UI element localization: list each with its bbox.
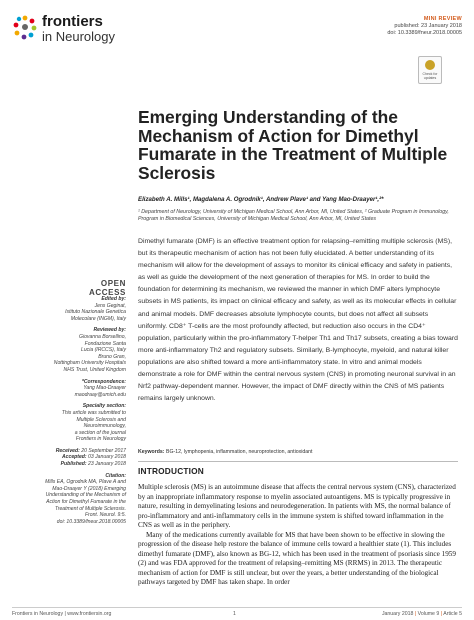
updates-icon [425, 60, 435, 70]
article-title: Emerging Understanding of the Mechanism of Action for Dimethyl Fumarate in the Treatment of Multiple Sclerosis [138, 107, 448, 183]
frontiers-logo-icon [12, 14, 38, 40]
footer-volume: Volume 9 [417, 611, 440, 617]
reviewer-line: Fondazione Santa [84, 340, 126, 347]
brand-name: frontiers [42, 13, 103, 30]
keywords-list: BG-12, lymphopenia, inflammation, neuroprotection, antioxidant [165, 449, 313, 455]
specialty-section-label: Specialty section: [82, 403, 126, 410]
reviewer-line: NHS Trust, United Kingdom [63, 366, 126, 373]
specialty-line: Frontiers in Neurology [75, 436, 126, 443]
editor-line: Istituto Nazionale Genetica [65, 309, 126, 316]
page-number: 1 [233, 611, 236, 617]
reviewer-line: Giovanna Borsellino, [78, 333, 126, 340]
section-heading: INTRODUCTION [138, 466, 205, 476]
footer-article: Article 5 [443, 611, 462, 617]
received-date: Received: 20 September 2017 [55, 447, 126, 454]
citation-line: Treatment of Multiple Sclerosis. [55, 505, 126, 512]
correspondence-label: *Correspondence: [81, 378, 126, 385]
article-type: MINI REVIEW [423, 16, 462, 22]
open-access-label: OPEN ACCESS [89, 279, 126, 297]
citation-label: Citation: [105, 472, 126, 479]
correspondence-email[interactable]: maodraay@umich.edu [74, 391, 126, 398]
journal-brand[interactable] [42, 14, 115, 44]
editor-line: Molecolare (INGM), Italy [70, 315, 126, 322]
footer-date: January 2018 [381, 611, 414, 617]
divider [138, 461, 458, 462]
published-date: published: 23 January 2018 [394, 23, 462, 29]
citation-line: Action for Dimethyl Fumarate in the [46, 499, 126, 506]
specialty-line: Multiple Sclerosis and [76, 416, 126, 423]
citation-line: Understanding of the Mechanism of [45, 492, 126, 499]
author-list[interactable]: Elizabeth A. Mills¹, Magdalena A. Ogrodnik¹, Andrew Plave¹ and Yang Mao-Draayer¹,²* [138, 196, 384, 203]
specialty-line: This article was submitted to [61, 409, 126, 416]
published-date-sidebar: Published: 23 January 2018 [60, 461, 126, 468]
accepted-date: Accepted: 03 January 2018 [61, 454, 126, 461]
reviewed-by-label: Reviewed by: [93, 327, 126, 334]
journal-name: in Neurology [42, 29, 115, 44]
citation-line: Front. Neurol. 9:5. [84, 512, 126, 519]
paragraph: Many of the medications currently available for MS that have been shown to be effective in slowing the progression of the disease help restore the balance of immune cells toward a healthier state (1). This includes dimethyl fumarate (DMF), also known as BG-12, which has been used in the treatment of psoriasis since 1959 (2) and was FDA approved for the treatment of relapsing–remitting MS (RRMS) in 2013. The therapeutic mechanism of action for DMF is still unclear, but over the years, a better understanding of the biological pathways targeted by DMF has taken shape. In order [138, 530, 456, 586]
correspondence-name: Yang Mao-Draayer [83, 385, 126, 392]
paragraph: Multiple sclerosis (MS) is an autoimmune disease that affects the central nervous system (CNS), characterized by an inappropriate inflammatory response to myelin associated autoantigens. MS is typically progressive in nature, resulting in demyelinating lesions and neurodegeneration. In patients with MS, the normal balance of pro-inflammatory and anti-inflammatory cells in the immune system is shifted toward inflammation in the CNS as well as in the periphery. [138, 483, 456, 529]
citation-line: Mao-Draayer Y (2018) Emerging [52, 485, 126, 492]
specialty-line: Neuroimmunology, [83, 423, 126, 430]
editor-line: Jens Geginat, [94, 302, 126, 309]
keywords [138, 449, 458, 455]
footer-journal-link[interactable]: Frontiers in Neurology | www.frontiersin.org [12, 611, 112, 617]
abstract: Dimethyl fumarate (DMF) is an effective treatment option for relapsing–remitting multiple sclerosis (MS), but its therapeutic mechanism of action has not been fully elucidated. A better understanding of its mechanism will allow for the development of assays to monitor its clinical efficacy and safety in patients, as well as guide the development of the next generation of therapies for MS. In order to build the foundation for determining its mechanism, we reviewed the manner in which DMF alters lymphocyte subsets in MS patients, its impact on clinical efficacy and safety, as well as its molecular effects in cellular and animal models. DMF decreases absolute lymphocyte counts, but does not affect all subsets uniformly. CD8⁺ T-cells are the most profoundly affected, but reduction also occurs in the CD4⁺ population, particularly within the pro-inflammatory T-helper Th1 and Th17 subsets, creating a bias toward more anti-inflammatory Th2 and regulatory subsets. Similarly, B-lymphocyte, myeloid, and natural killer populations are also shifted toward a more anti-inflammatory state. In vitro and animal models demonstrate a role for DMF within the central nervous system (CNS) in promoting neuronal survival in an Nrf2 pathway-dependent manner. However, the impact of DMF directly within the CNS of MS patients remains largely unknown. [138, 238, 458, 403]
footer-issue-info: January 2018 | Volume 9 | Article 5 [381, 611, 462, 617]
article-meta [302, 16, 462, 37]
keywords-label: Keywords: [138, 449, 165, 455]
edited-by-label: Edited by: [101, 296, 126, 302]
reviewer-line: Lucia (IRCCS), Italy [80, 347, 126, 354]
reviewer-line: Nottingham University Hospitals [53, 360, 126, 367]
reviewer-line: Bruno Gran, [98, 353, 126, 360]
article-info-sidebar [20, 296, 126, 525]
doi-link[interactable]: doi: 10.3389/fneur.2018.00005 [387, 30, 462, 36]
affiliations: ¹ Department of Neurology, University of Michigan Medical School, Ann Arbor, MI, United States, ² Graduate Program in Immunology, Program in Biomedical Sciences, University of Michigan Medical School, Ann Arbor, MI, United States [138, 209, 449, 223]
updates-label: Check for updates [422, 72, 438, 80]
intro-body [138, 483, 458, 588]
citation-doi[interactable]: doi: 10.3389/fneur.2018.00005 [56, 518, 126, 525]
citation-line: Mills EA, Ogrodnik MA, Plave A and [45, 479, 126, 486]
check-for-updates-badge[interactable] [418, 56, 442, 84]
footer-divider [12, 607, 462, 608]
specialty-line: a section of the journal [74, 429, 126, 436]
